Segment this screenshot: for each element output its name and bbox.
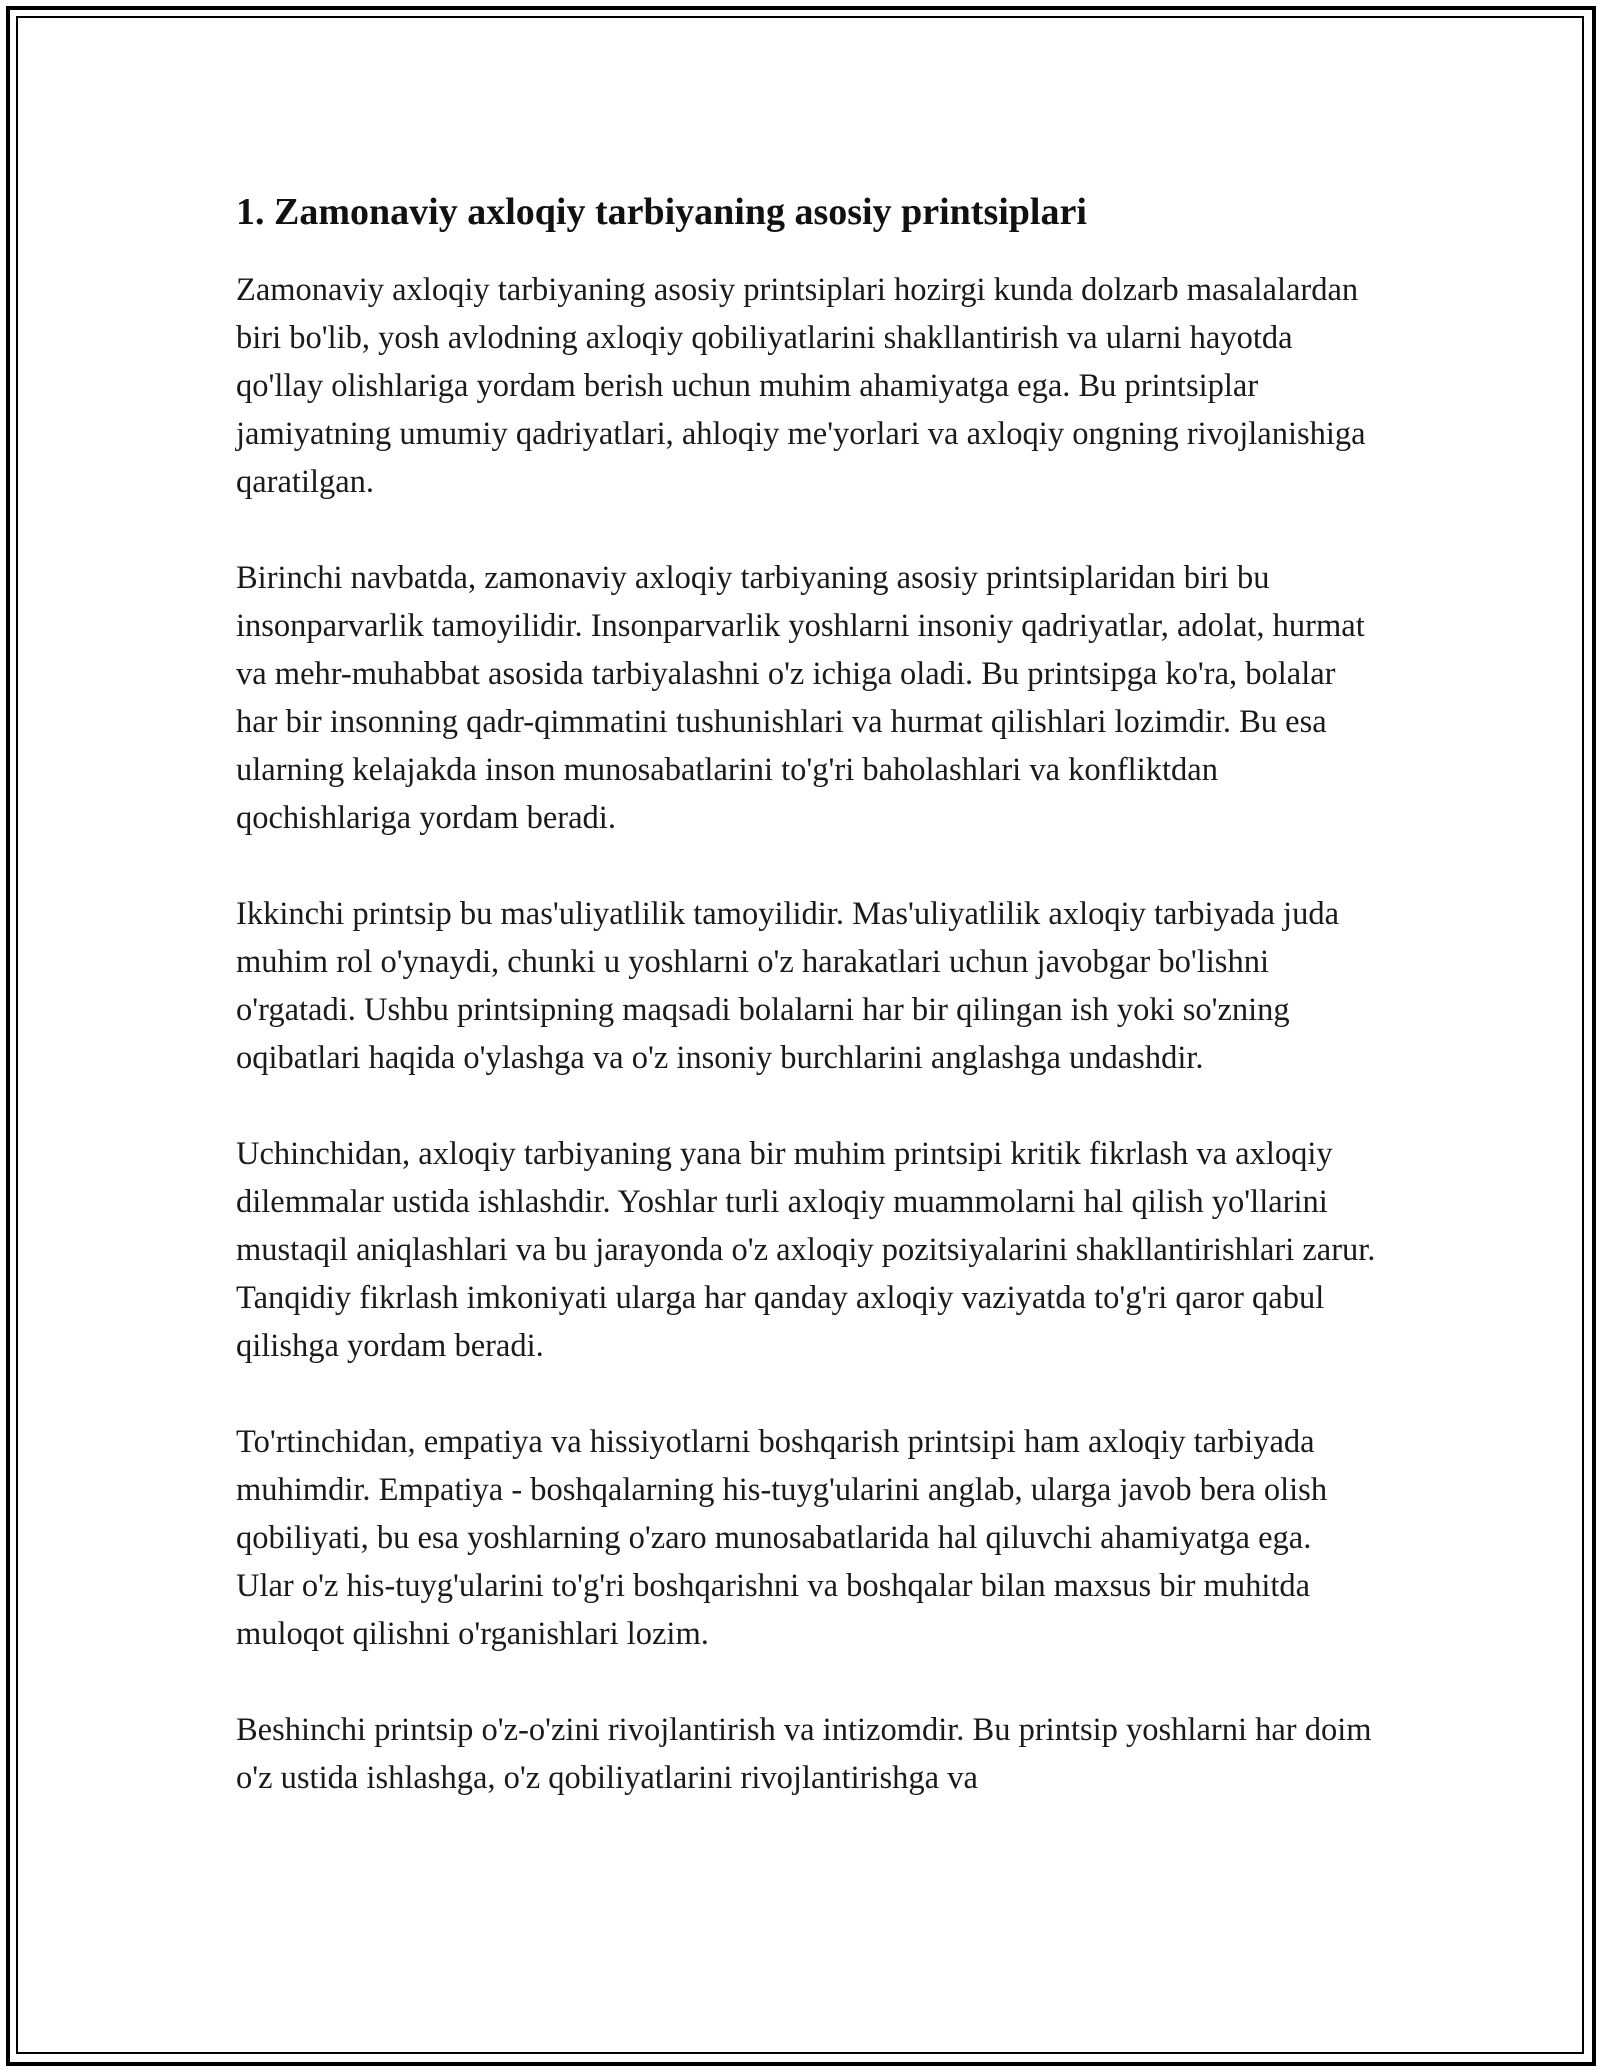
paragraph-intro: Zamonaviy axloqiy tarbiyaning asosiy printsiplari hozirgi kunda dolzarb masalalardan biri bo'lib, yosh avlodning axloqiy qobiliyatlarini shakllantirish va ularni hayotda qo'llay olishlariga yordam berish uchun muhim ahamiyatga ega. Bu printsiplar jamiyatning umumiy qadriyatlari, ahloqiy me'yorlari va axloqiy ongning rivojlanishiga qaratilgan.	[236, 272, 1366, 500]
paragraph-critical-thinking: Uchinchidan, axloqiy tarbiyaning yana bir muhim printsipi kritik fikrlash va axloqiy dilemmalar ustida ishlashdir. Yoshlar turli axloqiy muammolarni hal qilish yo'llarini mustaqil aniqlashlari va bu jarayonda o'z axloqiy pozitsiyalarini shakllantirishlari zarur. Tanqidiy fikrlash imkoniyati ularga har qanday axloqiy vaziyatda to'g'ri qaror qabul qilishga yordam beradi.	[236, 1136, 1376, 1364]
paragraph-humanism: Birinchi navbatda, zamonaviy axloqiy tarbiyaning asosiy printsiplaridan biri bu insonparvarlik tamoyilidir. Insonparvarlik yoshlarni insoniy qadriyatlar, adolat, hurmat va mehr-muhabbat asosida tarbiyalashni o'z ichiga oladi. Bu printsipga ko'ra, bolalar har bir insonning qadr-qimmatini tushunishlari va hurmat qilishlari lozimdir. Bu esa ularning kelajakda inson munosabatlarini to'g'ri baholashlari va konfliktdan qochishlariga yordam beradi.	[236, 560, 1365, 836]
paragraph-responsibility: Ikkinchi printsip bu mas'uliyatlilik tamoyilidir. Mas'uliyatlilik axloqiy tarbiyada juda muhim rol o'ynaydi, chunki u yoshlarni o'z harakatlari uchun javobgar bo'lishni o'rgatadi. Ushbu printsipning maqsadi bolalarni har bir qilingan ish yoki so'zning oqibatlari haqida o'ylashga va o'z insoniy burchlarini anglashga undashdir.	[236, 896, 1340, 1076]
document-body	[236, 188, 1376, 1850]
paragraph-self-development: Beshinchi printsip o'z-o'zini rivojlantirish va intizomdir. Bu printsip yoshlarni har doim o'z ustida ishlashga, o'z qobiliyatlarini rivojlantirishga va	[236, 1712, 1372, 1796]
paragraph-empathy: To'rtinchidan, empatiya va hissiyotlarni boshqarish printsipi ham axloqiy tarbiyada muhimdir. Empatiya - boshqalarning his-tuyg'ularini anglab, ularga javob bera olish qobiliyati, bu esa yoshlarning o'zaro munosabatlarida hal qiluvchi ahamiyatga ega. Ular o'z his-tuyg'ularini to'g'ri boshqarishni va boshqalar bilan maxsus bir muhitda muloqot qilishni o'rganishlari lozim.	[236, 1424, 1328, 1652]
section-title: 1. Zamonaviy axloqiy tarbiyaning asosiy printsiplari	[236, 191, 1087, 233]
